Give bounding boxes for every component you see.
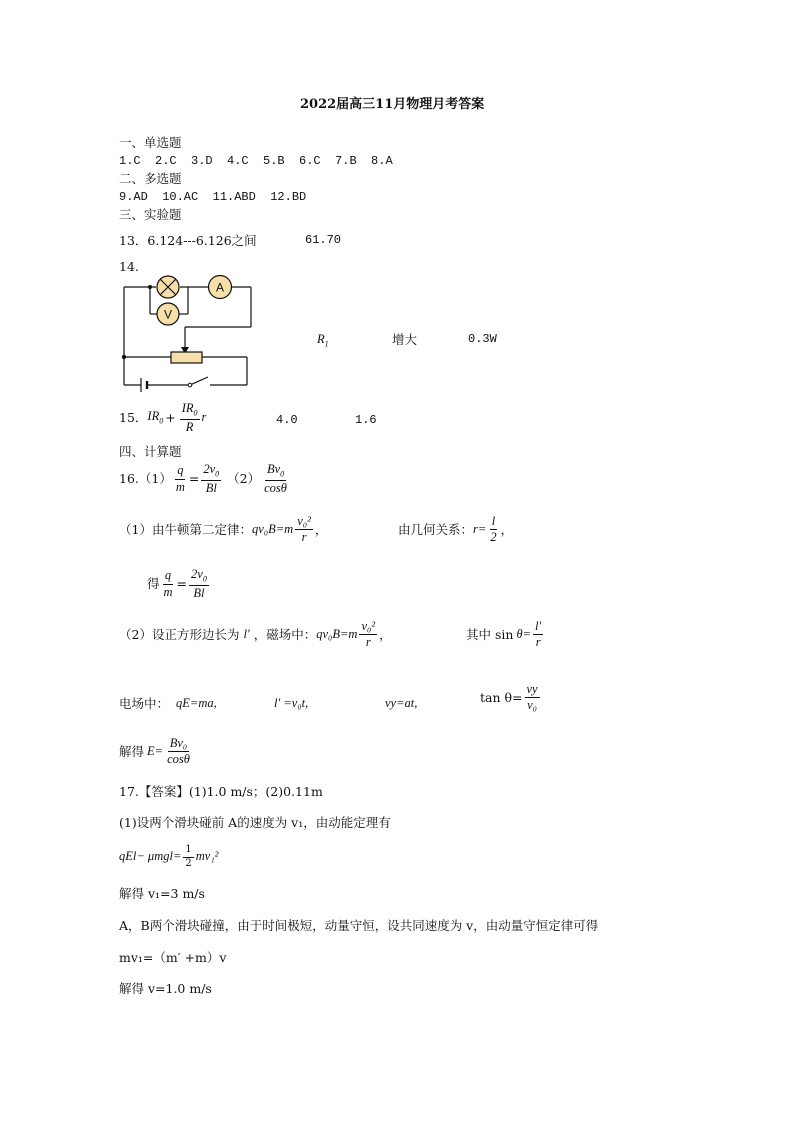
voltmeter-label: V [163,307,173,322]
ammeter-label: A [215,280,225,295]
section-heading-multiple-choice: 二、多选题 [119,171,182,186]
q16-tan-relation: tan θ= $\frac{vy}{\text{v₀}}$ [480,682,538,713]
section-heading-calculation: 四、计算题 [119,444,182,459]
q16-eq-qe-ma: qE=ma, [176,696,217,710]
q16-result-2: 解得 E= $\frac{\text{Bv₀}}{\cos\theta}$ [119,736,190,767]
q16-newton-law: （1）由牛顿第二定律： qv₀B=m $\frac{\text{v₀²}}{r}$ ， [119,514,328,545]
q14-answer-3: 0.3W [468,332,497,346]
q16-answer: 16.（1） $\frac{q}{m}$ = $\frac{2v_0}{Bl}$ （2） $\frac{Bv_0}{\cos\theta}$ [119,462,287,495]
q14-answer-2: 增大 [392,332,418,347]
q16-geometry: 由几何关系： r= $\frac{l}{2}$ ， [398,514,514,545]
q16-eq-vy-at: vy=at, [385,696,418,710]
q17-header: 17.【答案】(1)1.0 m/s；(2)0.11m [119,784,323,799]
page-title: 2022届高三11月物理月考答案 [300,97,485,112]
q17-line-2: qEl− μmgl= $\frac{1}{2}$ mv₁² [119,844,219,869]
circuit-diagram [110,270,270,396]
q16-sin-relation: 其中 sin θ= $\frac{l'}{r}$ [466,619,542,650]
q14-label: 14. [119,259,139,274]
q16-result-1: 得 $\frac{q}{m}$ = $\frac{2v_0}{Bl}$ [147,567,207,600]
section-heading-single-choice: 一、单选题 [119,135,182,150]
voltmeter-icon [157,303,179,325]
section-heading-experiment: 三、实验题 [119,207,182,222]
q17-line-6: 解得 v=1.0 m/s [119,981,212,996]
q16-electric-field-label: 电场中： [119,696,170,711]
q14-answer-1: $R_1$ [317,332,329,349]
q13-label: 13．6.124---6.126之间 [119,233,257,248]
q17-line-5: mv₁=（m′ +m）v [119,950,227,965]
ammeter-icon [209,276,232,299]
q15-value-1: 4.0 [276,413,298,427]
multiple-choice-answers: 9.AD 10.AC 11.ABD 12.BD [119,190,307,204]
q13-value: 61.70 [305,233,342,247]
q15-formula: 15． $IR_0$ + $\frac{IR_0}{R}$ r [119,401,207,434]
q16-eq-l-vt: l′ =v₀t, [274,696,309,710]
q17-line-1: (1)设两个滑块碰前 A的速度为 v₁，由动能定理有 [119,815,391,830]
rheostat [171,352,202,363]
q17-line-3: 解得 v₁=3 m/s [119,886,205,901]
single-choice-answers: 1.C 2.C 3.D 4.C 5.B 6.C 7.B 8.A [119,154,393,168]
q17-line-4: A，B两个滑块碰撞，由于时间极短，动量守恒，设共同速度为 v，由动量守恒定律可得 [119,918,599,933]
lamp-icon [157,276,179,298]
q15-value-2: 1.6 [355,413,377,427]
q16-magnetic-field: （2）设正方形边长为 l′ ，磁场中： qv₀B=m $\frac{\text{v₀²}}{r}$ ， [119,619,392,650]
